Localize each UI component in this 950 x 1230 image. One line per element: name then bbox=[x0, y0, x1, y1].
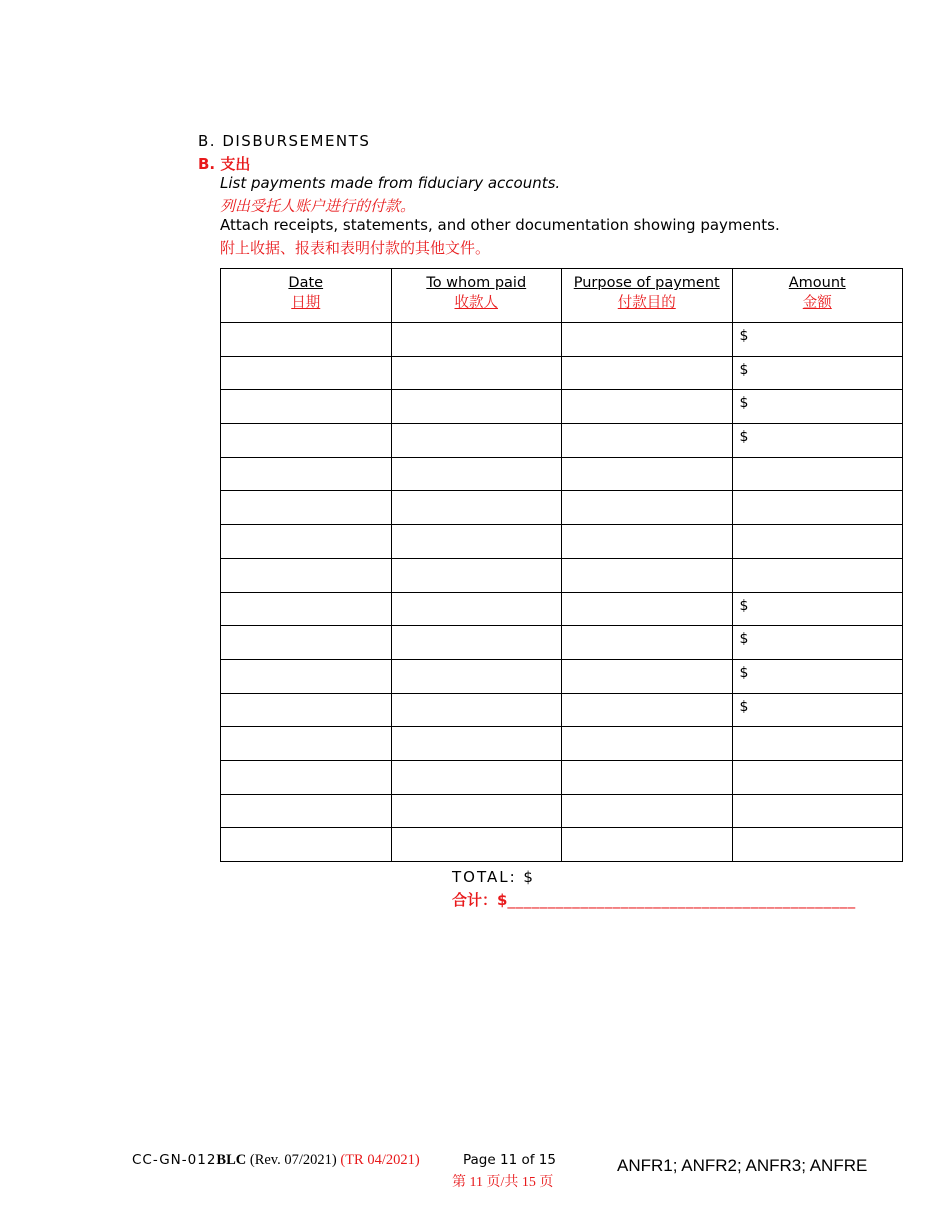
date-cell[interactable] bbox=[221, 659, 392, 693]
date-cell[interactable] bbox=[221, 525, 392, 559]
table-row bbox=[221, 828, 903, 862]
amount-cell[interactable] bbox=[732, 659, 903, 693]
purpose-cell[interactable] bbox=[562, 693, 733, 727]
payee-cell[interactable] bbox=[391, 828, 562, 862]
amount-cell[interactable] bbox=[732, 356, 903, 390]
amount-cell[interactable] bbox=[732, 390, 903, 424]
date-cell[interactable] bbox=[221, 491, 392, 525]
purpose-cell[interactable] bbox=[562, 356, 733, 390]
purpose-cell[interactable] bbox=[562, 491, 733, 525]
amount-cell[interactable] bbox=[732, 626, 903, 660]
amount-cell[interactable] bbox=[732, 457, 903, 491]
payee-cell[interactable] bbox=[391, 356, 562, 390]
instruction-list-payments-zh: 列出受托人账户进行的付款。 bbox=[220, 197, 416, 215]
table-body bbox=[221, 323, 903, 862]
table-row bbox=[221, 626, 903, 660]
table-row bbox=[221, 457, 903, 491]
purpose-cell[interactable] bbox=[562, 794, 733, 828]
header-payee-label: To whom paid bbox=[426, 275, 527, 291]
date-cell[interactable] bbox=[221, 592, 392, 626]
table-row bbox=[221, 390, 903, 424]
header-payee bbox=[391, 269, 562, 323]
date-cell[interactable] bbox=[221, 794, 392, 828]
amount-currency: $ bbox=[739, 328, 749, 344]
table-row bbox=[221, 794, 903, 828]
table-row bbox=[221, 592, 903, 626]
payee-cell[interactable] bbox=[391, 390, 562, 424]
purpose-cell[interactable] bbox=[562, 659, 733, 693]
purpose-cell[interactable] bbox=[562, 760, 733, 794]
payee-cell[interactable] bbox=[391, 424, 562, 458]
total-label: TOTAL: $ bbox=[452, 868, 535, 886]
header-date bbox=[221, 269, 392, 323]
amount-currency: $ bbox=[739, 361, 749, 378]
section-heading-zh-text: 支出 bbox=[220, 155, 251, 173]
purpose-cell[interactable] bbox=[562, 626, 733, 660]
total-amount-field[interactable]: ___________________________________________ bbox=[507, 891, 856, 909]
total-label-zh bbox=[452, 889, 856, 910]
amount-cell[interactable] bbox=[732, 693, 903, 727]
table-row bbox=[221, 693, 903, 727]
footer-form-code: CC-GN-012 bbox=[132, 1152, 217, 1168]
payee-cell[interactable] bbox=[391, 592, 562, 626]
table-row bbox=[221, 323, 903, 357]
date-cell[interactable] bbox=[221, 626, 392, 660]
header-amount bbox=[732, 269, 903, 323]
footer-translation-revision: (TR 04/2021) bbox=[340, 1152, 420, 1168]
amount-cell[interactable] bbox=[732, 794, 903, 828]
table-row bbox=[221, 760, 903, 794]
footer-page-number-zh: 第 11 页/共 15 页 bbox=[452, 1175, 554, 1190]
table-row bbox=[221, 558, 903, 592]
date-cell[interactable] bbox=[221, 323, 392, 357]
payee-cell[interactable] bbox=[391, 457, 562, 491]
amount-cell[interactable] bbox=[732, 525, 903, 559]
purpose-cell[interactable] bbox=[562, 558, 733, 592]
table-row bbox=[221, 727, 903, 761]
amount-cell[interactable] bbox=[732, 323, 903, 357]
amount-currency: $ bbox=[739, 631, 749, 648]
payee-cell[interactable] bbox=[391, 626, 562, 660]
amount-currency: $ bbox=[739, 698, 749, 715]
payee-cell[interactable] bbox=[391, 525, 562, 559]
payee-cell[interactable] bbox=[391, 760, 562, 794]
table-row bbox=[221, 424, 903, 458]
header-purpose bbox=[562, 269, 733, 323]
date-cell[interactable] bbox=[221, 558, 392, 592]
header-date-label-zh: 日期 bbox=[291, 295, 321, 311]
table-row bbox=[221, 525, 903, 559]
date-cell[interactable] bbox=[221, 457, 392, 491]
instruction-list-payments: List payments made from fiduciary accounts. bbox=[220, 174, 561, 192]
purpose-cell[interactable] bbox=[562, 592, 733, 626]
payee-cell[interactable] bbox=[391, 558, 562, 592]
amount-cell[interactable] bbox=[732, 727, 903, 761]
amount-currency: $ bbox=[739, 395, 749, 412]
purpose-cell[interactable] bbox=[562, 457, 733, 491]
date-cell[interactable] bbox=[221, 760, 392, 794]
header-payee-label-zh: 收款人 bbox=[454, 295, 498, 311]
purpose-cell[interactable] bbox=[562, 828, 733, 862]
header-purpose-label: Purpose of payment bbox=[573, 275, 720, 291]
purpose-cell[interactable] bbox=[562, 727, 733, 761]
amount-cell[interactable] bbox=[732, 760, 903, 794]
amount-currency: $ bbox=[739, 664, 749, 681]
header-amount-label-zh: 金额 bbox=[802, 295, 832, 311]
payee-cell[interactable] bbox=[391, 794, 562, 828]
date-cell[interactable] bbox=[221, 693, 392, 727]
table-row bbox=[221, 356, 903, 390]
purpose-cell[interactable] bbox=[562, 390, 733, 424]
purpose-cell[interactable] bbox=[562, 424, 733, 458]
amount-currency: $ bbox=[739, 429, 749, 446]
payee-cell[interactable] bbox=[391, 659, 562, 693]
instruction-attach-receipts: Attach receipts, statements, and other documentation showing payments. bbox=[220, 216, 780, 234]
date-cell[interactable] bbox=[221, 828, 392, 862]
amount-cell[interactable] bbox=[732, 491, 903, 525]
footer-codes: ANFR1; ANFR2; ANFR3; ANFRE bbox=[617, 1156, 868, 1175]
amount-cell[interactable] bbox=[732, 558, 903, 592]
footer-form-id bbox=[132, 1152, 420, 1169]
total-currency: $ bbox=[497, 891, 508, 909]
payee-cell[interactable] bbox=[391, 491, 562, 525]
footer-form-suffix: BLC bbox=[216, 1152, 247, 1168]
amount-cell[interactable] bbox=[732, 592, 903, 626]
date-cell[interactable] bbox=[221, 727, 392, 761]
total-label-zh-text: 合计： bbox=[452, 891, 498, 909]
amount-currency: $ bbox=[739, 597, 749, 614]
section-heading-zh-prefix: B. bbox=[198, 155, 216, 173]
section-heading: B. DISBURSEMENTS bbox=[198, 132, 371, 150]
payee-cell[interactable] bbox=[391, 727, 562, 761]
date-cell[interactable] bbox=[221, 424, 392, 458]
disbursements-table bbox=[220, 268, 903, 862]
table-row bbox=[221, 491, 903, 525]
amount-cell[interactable] bbox=[732, 424, 903, 458]
payee-cell[interactable] bbox=[391, 323, 562, 357]
payee-cell[interactable] bbox=[391, 693, 562, 727]
header-amount-label: Amount bbox=[788, 275, 846, 291]
date-cell[interactable] bbox=[221, 356, 392, 390]
footer-page-number: Page 11 of 15 bbox=[463, 1152, 556, 1168]
footer-revision: (Rev. 07/2021) bbox=[249, 1152, 337, 1168]
instruction-attach-receipts-zh: 附上收据、报表和表明付款的其他文件。 bbox=[220, 239, 491, 257]
purpose-cell[interactable] bbox=[562, 323, 733, 357]
header-date-label: Date bbox=[288, 275, 324, 291]
purpose-cell[interactable] bbox=[562, 525, 733, 559]
section-heading-zh bbox=[198, 153, 250, 174]
table-row bbox=[221, 659, 903, 693]
header-purpose-label-zh: 付款目的 bbox=[617, 295, 676, 311]
amount-cell[interactable] bbox=[732, 828, 903, 862]
table-header-row bbox=[221, 269, 903, 323]
date-cell[interactable] bbox=[221, 390, 392, 424]
